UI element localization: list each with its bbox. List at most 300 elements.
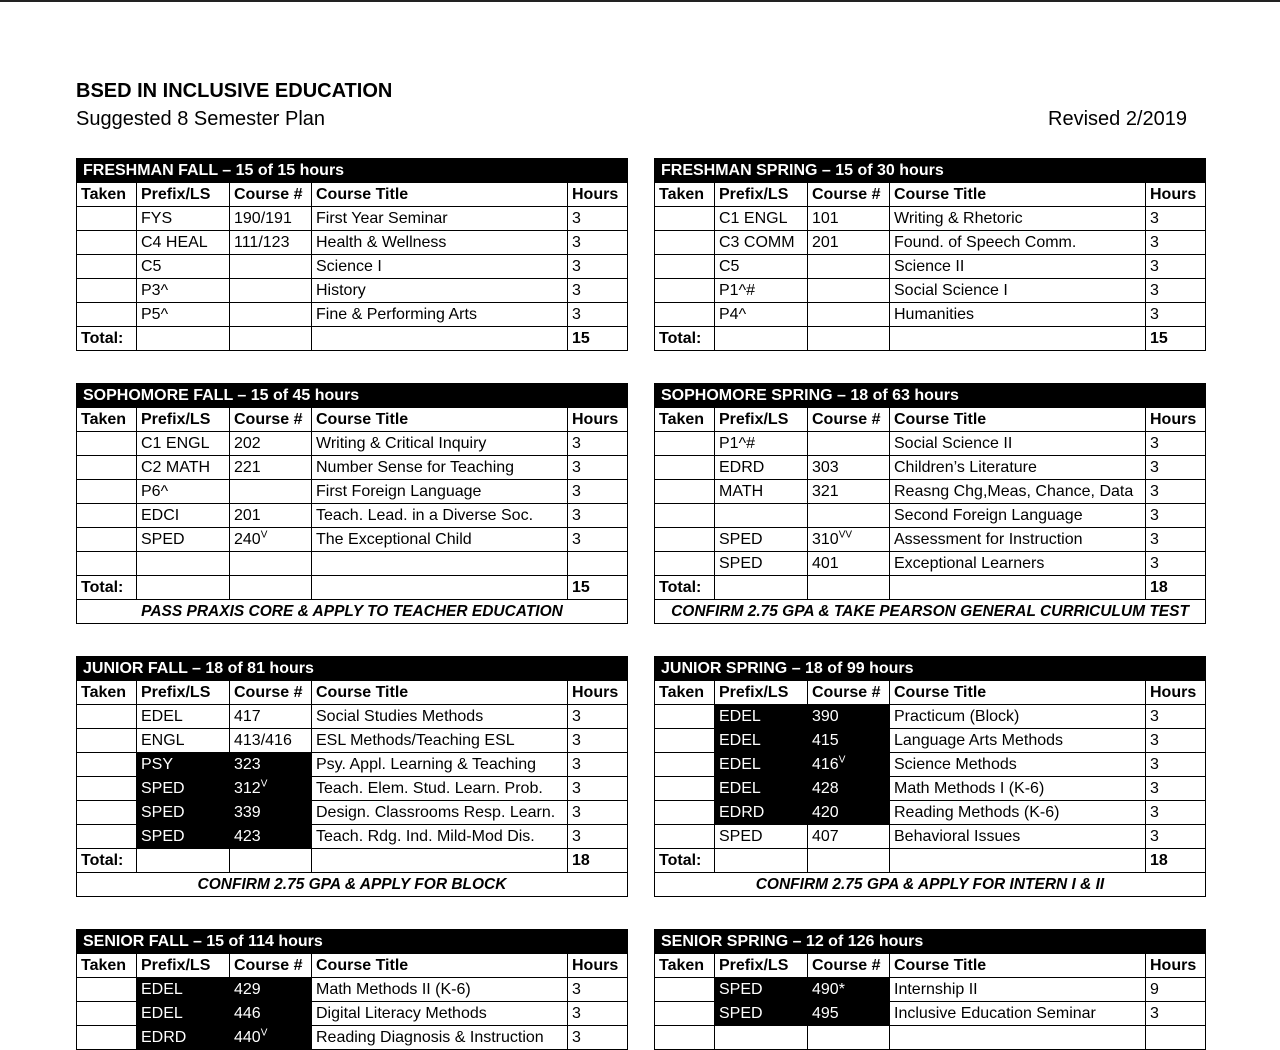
course-row bbox=[655, 1002, 1206, 1026]
col-header-course-number: Course # bbox=[230, 681, 312, 705]
col-header-course-number: Course # bbox=[808, 183, 890, 207]
course-number-value: 339 bbox=[234, 803, 261, 821]
course-hours: 3 bbox=[568, 705, 628, 729]
semester-requirement-note: CONFIRM 2.75 GPA & TAKE PEARSON GENERAL CURRICULUM TEST bbox=[655, 600, 1206, 624]
column-header-row bbox=[655, 183, 1206, 207]
course-row bbox=[655, 729, 1206, 753]
course-prefix: SPED bbox=[715, 978, 808, 1002]
col-header-course-number: Course # bbox=[230, 183, 312, 207]
col-header-course-number: Course # bbox=[808, 408, 890, 432]
col-header-prefix: Prefix/LS bbox=[137, 681, 230, 705]
course-number-value: 429 bbox=[234, 980, 261, 998]
col-header-course-title: Course Title bbox=[312, 954, 568, 978]
semester-title: FRESHMAN FALL – 15 of 15 hours bbox=[77, 159, 628, 183]
col-header-taken: Taken bbox=[77, 183, 137, 207]
course-title: Teach. Rdg. Ind. Mild-Mod Dis. bbox=[312, 825, 568, 849]
col-header-taken: Taken bbox=[77, 954, 137, 978]
course-prefix: EDRD bbox=[715, 456, 808, 480]
junior-spring-table bbox=[654, 656, 1206, 897]
freshman-fall-table bbox=[76, 158, 628, 351]
course-number-superscript: V bbox=[838, 754, 846, 766]
course-prefix: P1^# bbox=[715, 279, 808, 303]
semester-requirement-note: CONFIRM 2.75 GPA & APPLY FOR INTERN I & II bbox=[655, 873, 1206, 897]
course-hours: 3 bbox=[568, 480, 628, 504]
total-empty bbox=[715, 327, 808, 351]
total-empty bbox=[312, 576, 568, 600]
course-number bbox=[808, 801, 890, 825]
col-header-course-title: Course Title bbox=[890, 183, 1146, 207]
course-number-value: 423 bbox=[234, 827, 261, 845]
course-number bbox=[808, 825, 890, 849]
total-empty bbox=[715, 849, 808, 873]
taken-cell bbox=[77, 825, 137, 849]
course-prefix: FYS bbox=[137, 207, 230, 231]
taken-cell bbox=[655, 231, 715, 255]
col-header-course-title: Course Title bbox=[312, 681, 568, 705]
course-title: Humanities bbox=[890, 303, 1146, 327]
course-row bbox=[77, 432, 628, 456]
course-hours: 3 bbox=[568, 801, 628, 825]
course-title: Math Methods II (K-6) bbox=[312, 978, 568, 1002]
taken-cell bbox=[77, 504, 137, 528]
course-title: Social Science II bbox=[890, 432, 1146, 456]
course-hours: 3 bbox=[1146, 279, 1206, 303]
course-hours: 9 bbox=[1146, 978, 1206, 1002]
course-prefix: SPED bbox=[137, 528, 230, 552]
taken-cell bbox=[77, 231, 137, 255]
col-header-taken: Taken bbox=[655, 681, 715, 705]
sophomore-fall-table bbox=[76, 383, 628, 624]
course-number-superscript: V bbox=[260, 778, 268, 790]
course-prefix: SPED bbox=[715, 1002, 808, 1026]
course-hours: 3 bbox=[1146, 480, 1206, 504]
course-title: Second Foreign Language bbox=[890, 504, 1146, 528]
course-row bbox=[77, 801, 628, 825]
course-number-superscript: V bbox=[260, 529, 268, 541]
course-prefix: P5^ bbox=[137, 303, 230, 327]
col-header-course-number: Course # bbox=[808, 954, 890, 978]
course-title: Language Arts Methods bbox=[890, 729, 1146, 753]
course-row bbox=[655, 705, 1206, 729]
taken-cell bbox=[655, 729, 715, 753]
course-number bbox=[230, 255, 312, 279]
total-hours: 18 bbox=[568, 849, 628, 873]
taken-cell bbox=[655, 528, 715, 552]
total-empty bbox=[715, 576, 808, 600]
course-hours: 3 bbox=[568, 231, 628, 255]
course-hours bbox=[1146, 1026, 1206, 1050]
course-hours: 3 bbox=[568, 432, 628, 456]
course-number bbox=[230, 432, 312, 456]
freshman-spring-table bbox=[654, 158, 1206, 351]
course-number bbox=[808, 432, 890, 456]
course-row bbox=[655, 504, 1206, 528]
course-row bbox=[77, 705, 628, 729]
course-prefix: EDEL bbox=[137, 978, 230, 1002]
course-row bbox=[77, 480, 628, 504]
course-hours: 3 bbox=[568, 1002, 628, 1026]
course-number bbox=[230, 1026, 312, 1050]
course-hours: 3 bbox=[568, 456, 628, 480]
semester-title: SOPHOMORE FALL – 15 of 45 hours bbox=[77, 384, 628, 408]
course-title: Fine & Performing Arts bbox=[312, 303, 568, 327]
total-empty bbox=[312, 849, 568, 873]
course-hours: 3 bbox=[568, 825, 628, 849]
course-prefix: EDEL bbox=[137, 705, 230, 729]
course-number-value: 417 bbox=[234, 707, 261, 725]
course-prefix: C2 MATH bbox=[137, 456, 230, 480]
column-header-row bbox=[655, 681, 1206, 705]
total-empty bbox=[230, 576, 312, 600]
course-title: Social Studies Methods bbox=[312, 705, 568, 729]
total-label: Total: bbox=[77, 576, 137, 600]
course-row bbox=[655, 432, 1206, 456]
taken-cell bbox=[77, 978, 137, 1002]
col-header-hours: Hours bbox=[568, 408, 628, 432]
course-prefix bbox=[137, 552, 230, 576]
course-prefix bbox=[715, 1026, 808, 1050]
total-label: Total: bbox=[655, 327, 715, 351]
taken-cell bbox=[77, 1026, 137, 1050]
total-label: Total: bbox=[655, 576, 715, 600]
col-header-prefix: Prefix/LS bbox=[137, 954, 230, 978]
course-number-value: 201 bbox=[812, 233, 839, 251]
course-number bbox=[230, 552, 312, 576]
course-number bbox=[808, 729, 890, 753]
col-header-prefix: Prefix/LS bbox=[715, 408, 808, 432]
course-prefix: C5 bbox=[715, 255, 808, 279]
course-row bbox=[655, 279, 1206, 303]
course-title: Reading Methods (K-6) bbox=[890, 801, 1146, 825]
course-title: First Foreign Language bbox=[312, 480, 568, 504]
course-hours: 3 bbox=[568, 978, 628, 1002]
course-number bbox=[230, 1002, 312, 1026]
semester-title: SENIOR SPRING – 12 of 126 hours bbox=[655, 930, 1206, 954]
course-hours: 3 bbox=[1146, 231, 1206, 255]
taken-cell bbox=[655, 432, 715, 456]
taken-cell bbox=[77, 279, 137, 303]
course-number-value: 221 bbox=[234, 458, 261, 476]
taken-cell bbox=[655, 255, 715, 279]
course-title bbox=[312, 552, 568, 576]
course-hours: 3 bbox=[1146, 456, 1206, 480]
course-hours: 3 bbox=[1146, 528, 1206, 552]
course-number-value: 310 bbox=[812, 530, 839, 548]
document-subtitle: Suggested 8 Semester Plan bbox=[76, 108, 326, 130]
course-title: Internship II bbox=[890, 978, 1146, 1002]
course-hours: 3 bbox=[1146, 504, 1206, 528]
course-number bbox=[230, 705, 312, 729]
course-row bbox=[77, 729, 628, 753]
course-row bbox=[655, 303, 1206, 327]
course-row bbox=[655, 777, 1206, 801]
total-row bbox=[655, 849, 1206, 873]
course-row bbox=[655, 255, 1206, 279]
taken-cell bbox=[655, 825, 715, 849]
col-header-hours: Hours bbox=[1146, 681, 1206, 705]
col-header-course-number: Course # bbox=[230, 408, 312, 432]
course-title: Social Science I bbox=[890, 279, 1146, 303]
taken-cell bbox=[655, 705, 715, 729]
col-header-taken: Taken bbox=[77, 681, 137, 705]
course-hours: 3 bbox=[1146, 1002, 1206, 1026]
taken-cell bbox=[77, 480, 137, 504]
course-title: Behavioral Issues bbox=[890, 825, 1146, 849]
total-empty bbox=[137, 576, 230, 600]
total-empty bbox=[890, 327, 1146, 351]
col-header-hours: Hours bbox=[1146, 954, 1206, 978]
course-row bbox=[77, 303, 628, 327]
course-prefix: EDCI bbox=[137, 504, 230, 528]
course-prefix: EDRD bbox=[715, 801, 808, 825]
document-title: BSED IN INCLUSIVE EDUCATION bbox=[76, 80, 393, 102]
course-title: Exceptional Learners bbox=[890, 552, 1146, 576]
total-row bbox=[77, 576, 628, 600]
taken-cell bbox=[77, 528, 137, 552]
course-number bbox=[230, 729, 312, 753]
course-number-value: 390 bbox=[812, 707, 839, 725]
course-hours: 3 bbox=[568, 303, 628, 327]
course-title: Digital Literacy Methods bbox=[312, 1002, 568, 1026]
course-row bbox=[655, 231, 1206, 255]
total-hours: 18 bbox=[1146, 849, 1206, 873]
course-number bbox=[230, 801, 312, 825]
course-hours: 3 bbox=[568, 753, 628, 777]
course-number-superscript: V bbox=[260, 1027, 268, 1039]
course-title: The Exceptional Child bbox=[312, 528, 568, 552]
taken-cell bbox=[77, 777, 137, 801]
course-row bbox=[77, 255, 628, 279]
total-empty bbox=[808, 327, 890, 351]
course-hours: 3 bbox=[568, 528, 628, 552]
col-header-hours: Hours bbox=[568, 183, 628, 207]
course-title: Health & Wellness bbox=[312, 231, 568, 255]
course-prefix: C5 bbox=[137, 255, 230, 279]
semester-title: SOPHOMORE SPRING – 18 of 63 hours bbox=[655, 384, 1206, 408]
course-number bbox=[230, 753, 312, 777]
course-number-value: 312 bbox=[234, 779, 261, 797]
course-hours: 3 bbox=[1146, 825, 1206, 849]
col-header-hours: Hours bbox=[568, 681, 628, 705]
total-row bbox=[77, 327, 628, 351]
course-number-value: 321 bbox=[812, 482, 839, 500]
course-prefix: P3^ bbox=[137, 279, 230, 303]
course-title: ESL Methods/Teaching ESL bbox=[312, 729, 568, 753]
course-hours: 3 bbox=[1146, 552, 1206, 576]
top-border-line bbox=[0, 0, 1280, 2]
course-title: Teach. Lead. in a Diverse Soc. bbox=[312, 504, 568, 528]
course-prefix: C4 HEAL bbox=[137, 231, 230, 255]
course-row bbox=[655, 801, 1206, 825]
course-hours: 3 bbox=[1146, 777, 1206, 801]
taken-cell bbox=[655, 978, 715, 1002]
course-hours: 3 bbox=[1146, 753, 1206, 777]
total-hours: 15 bbox=[568, 327, 628, 351]
course-number-value: 401 bbox=[812, 554, 839, 572]
course-row bbox=[655, 825, 1206, 849]
taken-cell bbox=[77, 207, 137, 231]
course-number bbox=[230, 528, 312, 552]
total-label: Total: bbox=[77, 849, 137, 873]
course-row bbox=[77, 504, 628, 528]
total-label: Total: bbox=[655, 849, 715, 873]
course-number bbox=[808, 753, 890, 777]
course-prefix: P6^ bbox=[137, 480, 230, 504]
course-hours: 3 bbox=[568, 504, 628, 528]
course-prefix: SPED bbox=[137, 801, 230, 825]
course-number bbox=[808, 279, 890, 303]
taken-cell bbox=[655, 504, 715, 528]
course-row bbox=[655, 528, 1206, 552]
course-title: Reasng Chg,Meas, Chance, Data bbox=[890, 480, 1146, 504]
total-empty bbox=[890, 576, 1146, 600]
col-header-hours: Hours bbox=[1146, 408, 1206, 432]
total-empty bbox=[808, 576, 890, 600]
course-number bbox=[808, 528, 890, 552]
taken-cell bbox=[77, 753, 137, 777]
taken-cell bbox=[655, 753, 715, 777]
semester-title: JUNIOR FALL – 18 of 81 hours bbox=[77, 657, 628, 681]
course-number-value: 420 bbox=[812, 803, 839, 821]
course-prefix: SPED bbox=[137, 825, 230, 849]
course-hours: 3 bbox=[1146, 432, 1206, 456]
course-hours: 3 bbox=[568, 777, 628, 801]
col-header-course-title: Course Title bbox=[890, 681, 1146, 705]
course-row bbox=[77, 1026, 628, 1050]
course-row bbox=[77, 279, 628, 303]
taken-cell bbox=[655, 1026, 715, 1050]
course-hours: 3 bbox=[1146, 801, 1206, 825]
course-title: Inclusive Education Seminar bbox=[890, 1002, 1146, 1026]
course-prefix: PSY bbox=[137, 753, 230, 777]
col-header-course-number: Course # bbox=[808, 681, 890, 705]
course-number bbox=[230, 777, 312, 801]
course-hours: 3 bbox=[1146, 729, 1206, 753]
total-label: Total: bbox=[77, 327, 137, 351]
course-row bbox=[77, 777, 628, 801]
course-number-value: 428 bbox=[812, 779, 839, 797]
column-header-row bbox=[655, 408, 1206, 432]
col-header-taken: Taken bbox=[77, 408, 137, 432]
course-prefix: P4^ bbox=[715, 303, 808, 327]
course-title: Math Methods I (K-6) bbox=[890, 777, 1146, 801]
senior-fall-table bbox=[76, 929, 628, 1050]
course-number-value: 495 bbox=[812, 1004, 839, 1022]
course-title: Children’s Literature bbox=[890, 456, 1146, 480]
col-header-taken: Taken bbox=[655, 183, 715, 207]
course-row bbox=[77, 552, 628, 576]
taken-cell bbox=[77, 432, 137, 456]
course-prefix: EDEL bbox=[137, 1002, 230, 1026]
taken-cell bbox=[655, 456, 715, 480]
taken-cell bbox=[77, 729, 137, 753]
course-row bbox=[655, 552, 1206, 576]
col-header-course-title: Course Title bbox=[890, 408, 1146, 432]
course-prefix: SPED bbox=[715, 552, 808, 576]
course-title: Psy. Appl. Learning & Teaching bbox=[312, 753, 568, 777]
course-hours: 3 bbox=[568, 279, 628, 303]
course-hours: 3 bbox=[1146, 705, 1206, 729]
course-row bbox=[77, 528, 628, 552]
course-hours: 3 bbox=[568, 207, 628, 231]
course-number bbox=[230, 279, 312, 303]
col-header-course-number: Course # bbox=[230, 954, 312, 978]
course-number bbox=[230, 303, 312, 327]
course-row bbox=[655, 480, 1206, 504]
total-empty bbox=[137, 327, 230, 351]
course-number-value: 201 bbox=[234, 506, 261, 524]
course-number-value: 190/191 bbox=[234, 209, 292, 227]
course-row bbox=[77, 978, 628, 1002]
col-header-course-title: Course Title bbox=[312, 408, 568, 432]
taken-cell bbox=[655, 207, 715, 231]
course-prefix: ENGL bbox=[137, 729, 230, 753]
course-title: Assessment for Instruction bbox=[890, 528, 1146, 552]
course-number bbox=[230, 480, 312, 504]
total-row bbox=[655, 327, 1206, 351]
taken-cell bbox=[655, 480, 715, 504]
col-header-prefix: Prefix/LS bbox=[715, 681, 808, 705]
total-empty bbox=[137, 849, 230, 873]
course-prefix: C3 COMM bbox=[715, 231, 808, 255]
total-empty bbox=[230, 849, 312, 873]
course-prefix: SPED bbox=[715, 825, 808, 849]
course-row bbox=[77, 825, 628, 849]
total-hours: 15 bbox=[1146, 327, 1206, 351]
col-header-course-title: Course Title bbox=[890, 954, 1146, 978]
course-number-value: 240 bbox=[234, 530, 261, 548]
course-hours: 3 bbox=[568, 255, 628, 279]
course-hours: 3 bbox=[568, 729, 628, 753]
course-prefix: MATH bbox=[715, 480, 808, 504]
course-hours bbox=[568, 552, 628, 576]
taken-cell bbox=[655, 552, 715, 576]
course-number bbox=[230, 825, 312, 849]
course-number bbox=[808, 504, 890, 528]
col-header-taken: Taken bbox=[655, 954, 715, 978]
course-number-value: 490* bbox=[812, 980, 845, 998]
course-number-value: 413/416 bbox=[234, 731, 292, 749]
semester-title: JUNIOR SPRING – 18 of 99 hours bbox=[655, 657, 1206, 681]
taken-cell bbox=[77, 456, 137, 480]
course-number bbox=[230, 231, 312, 255]
course-number bbox=[230, 207, 312, 231]
taken-cell bbox=[655, 801, 715, 825]
semester-requirement-note: PASS PRAXIS CORE & APPLY TO TEACHER EDUCATION bbox=[77, 600, 628, 624]
course-number-value: 323 bbox=[234, 755, 261, 773]
column-header-row bbox=[77, 681, 628, 705]
course-number bbox=[808, 255, 890, 279]
course-number-value: 415 bbox=[812, 731, 839, 749]
course-prefix: SPED bbox=[715, 528, 808, 552]
course-row bbox=[655, 978, 1206, 1002]
course-row bbox=[655, 207, 1206, 231]
course-prefix: EDEL bbox=[715, 705, 808, 729]
course-hours: 3 bbox=[568, 1026, 628, 1050]
course-number bbox=[808, 456, 890, 480]
course-title: Science I bbox=[312, 255, 568, 279]
semester-title: FRESHMAN SPRING – 15 of 30 hours bbox=[655, 159, 1206, 183]
col-header-prefix: Prefix/LS bbox=[715, 954, 808, 978]
col-header-prefix: Prefix/LS bbox=[137, 183, 230, 207]
course-prefix bbox=[715, 504, 808, 528]
column-header-row bbox=[77, 954, 628, 978]
course-title: Science II bbox=[890, 255, 1146, 279]
column-header-row bbox=[77, 183, 628, 207]
taken-cell bbox=[655, 303, 715, 327]
taken-cell bbox=[655, 279, 715, 303]
course-number bbox=[808, 552, 890, 576]
